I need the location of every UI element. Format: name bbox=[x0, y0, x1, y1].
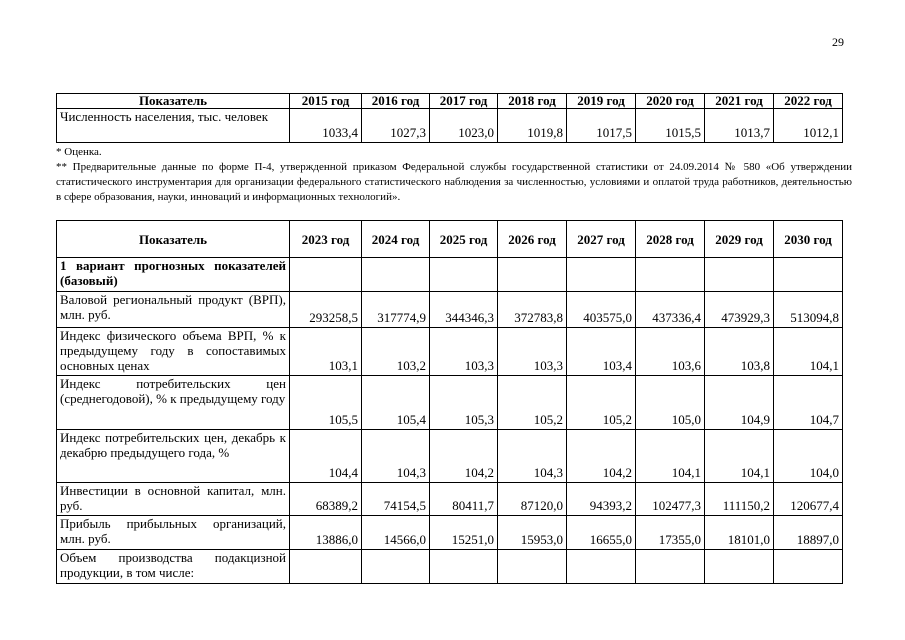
row-label: Численность населения, тыс. человек bbox=[57, 109, 290, 143]
header-cell: 2016 год bbox=[362, 94, 430, 109]
value-cell bbox=[705, 550, 774, 584]
value-cell bbox=[774, 258, 843, 292]
value-cell: 103,6 bbox=[636, 328, 705, 376]
value-cell: 513094,8 bbox=[774, 292, 843, 328]
value-cell: 105,2 bbox=[567, 376, 636, 430]
row-label: Валовой региональный продукт (ВРП), млн. руб. bbox=[57, 292, 290, 328]
header-cell: 2023 год bbox=[290, 221, 362, 258]
value-cell: 105,0 bbox=[636, 376, 705, 430]
value-cell: 105,4 bbox=[362, 376, 430, 430]
value-cell: 103,1 bbox=[290, 328, 362, 376]
table-row bbox=[57, 328, 843, 376]
value-cell: 104,1 bbox=[636, 430, 705, 483]
value-cell: 1023,0 bbox=[430, 109, 498, 143]
value-cell: 1033,4 bbox=[290, 109, 362, 143]
header-cell: 2024 год bbox=[362, 221, 430, 258]
header-cell: Показатель bbox=[57, 94, 290, 109]
header-cell: 2025 год bbox=[430, 221, 498, 258]
value-cell: 104,2 bbox=[430, 430, 498, 483]
value-cell: 103,3 bbox=[498, 328, 567, 376]
value-cell: 437336,4 bbox=[636, 292, 705, 328]
value-cell: 103,2 bbox=[362, 328, 430, 376]
value-cell bbox=[636, 258, 705, 292]
value-cell: 80411,7 bbox=[430, 483, 498, 516]
population-table bbox=[56, 93, 843, 143]
value-cell: 293258,5 bbox=[290, 292, 362, 328]
value-cell: 103,4 bbox=[567, 328, 636, 376]
table-header-row bbox=[57, 221, 843, 258]
value-cell bbox=[567, 258, 636, 292]
value-cell: 1019,8 bbox=[498, 109, 567, 143]
row-label: Прибыль прибыльных организаций, млн. руб. bbox=[57, 516, 290, 550]
header-cell: 2026 год bbox=[498, 221, 567, 258]
row-label: Индекс потребительских цен, декабрь к декабрю предыдущего года, % bbox=[57, 430, 290, 483]
value-cell: 1027,3 bbox=[362, 109, 430, 143]
header-cell: 2017 год bbox=[430, 94, 498, 109]
value-cell: 17355,0 bbox=[636, 516, 705, 550]
value-cell: 317774,9 bbox=[362, 292, 430, 328]
table-row bbox=[57, 483, 843, 516]
value-cell: 102477,3 bbox=[636, 483, 705, 516]
value-cell: 1013,7 bbox=[705, 109, 774, 143]
value-cell: 103,8 bbox=[705, 328, 774, 376]
value-cell: 403575,0 bbox=[567, 292, 636, 328]
value-cell: 105,2 bbox=[498, 376, 567, 430]
header-cell: 2015 год bbox=[290, 94, 362, 109]
footnote-estimate: * Оценка. bbox=[56, 146, 102, 158]
row-label: 1 вариант прогнозных показателей (базовый) bbox=[57, 258, 290, 292]
table-header-row bbox=[57, 94, 843, 109]
table-row bbox=[57, 292, 843, 328]
header-cell: 2021 год bbox=[705, 94, 774, 109]
value-cell bbox=[290, 258, 362, 292]
value-cell: 16655,0 bbox=[567, 516, 636, 550]
value-cell: 104,7 bbox=[774, 376, 843, 430]
value-cell: 111150,2 bbox=[705, 483, 774, 516]
value-cell: 1017,5 bbox=[567, 109, 636, 143]
value-cell: 473929,3 bbox=[705, 292, 774, 328]
value-cell bbox=[362, 258, 430, 292]
value-cell: 15251,0 bbox=[430, 516, 498, 550]
value-cell: 104,4 bbox=[290, 430, 362, 483]
value-cell bbox=[290, 550, 362, 584]
value-cell: 87120,0 bbox=[498, 483, 567, 516]
value-cell bbox=[705, 258, 774, 292]
header-cell: 2020 год bbox=[636, 94, 705, 109]
row-label: Инвестиции в основной капитал, млн. руб. bbox=[57, 483, 290, 516]
footnotes bbox=[56, 145, 852, 205]
table-row bbox=[57, 516, 843, 550]
page-number: 29 bbox=[832, 35, 844, 49]
value-cell bbox=[430, 258, 498, 292]
row-label: Объем производства подакцизной продукции, в том числе: bbox=[57, 550, 290, 584]
value-cell: 105,5 bbox=[290, 376, 362, 430]
header-cell: 2027 год bbox=[567, 221, 636, 258]
row-label: Индекс физического объема ВРП, % к предыдущему году в сопоставимых основных ценах bbox=[57, 328, 290, 376]
value-cell: 104,3 bbox=[362, 430, 430, 483]
value-cell: 372783,8 bbox=[498, 292, 567, 328]
table-row bbox=[57, 430, 843, 483]
header-cell: Показатель bbox=[57, 221, 290, 258]
value-cell bbox=[774, 550, 843, 584]
value-cell: 103,3 bbox=[430, 328, 498, 376]
value-cell: 15953,0 bbox=[498, 516, 567, 550]
header-cell: 2019 год bbox=[567, 94, 636, 109]
forecast-table bbox=[56, 220, 843, 584]
value-cell bbox=[636, 550, 705, 584]
value-cell: 74154,5 bbox=[362, 483, 430, 516]
value-cell: 104,1 bbox=[774, 328, 843, 376]
value-cell bbox=[430, 550, 498, 584]
value-cell: 68389,2 bbox=[290, 483, 362, 516]
value-cell: 1012,1 bbox=[774, 109, 843, 143]
value-cell bbox=[567, 550, 636, 584]
header-cell: 2029 год bbox=[705, 221, 774, 258]
value-cell: 104,9 bbox=[705, 376, 774, 430]
value-cell: 104,1 bbox=[705, 430, 774, 483]
value-cell bbox=[498, 550, 567, 584]
value-cell: 104,2 bbox=[567, 430, 636, 483]
table-row bbox=[57, 376, 843, 430]
header-cell: 2030 год bbox=[774, 221, 843, 258]
table-row bbox=[57, 550, 843, 584]
value-cell bbox=[362, 550, 430, 584]
value-cell: 104,3 bbox=[498, 430, 567, 483]
value-cell: 18101,0 bbox=[705, 516, 774, 550]
value-cell: 18897,0 bbox=[774, 516, 843, 550]
header-cell: 2022 год bbox=[774, 94, 843, 109]
value-cell: 1015,5 bbox=[636, 109, 705, 143]
value-cell: 344346,3 bbox=[430, 292, 498, 328]
value-cell: 104,0 bbox=[774, 430, 843, 483]
value-cell bbox=[498, 258, 567, 292]
header-cell: 2018 год bbox=[498, 94, 567, 109]
value-cell: 105,3 bbox=[430, 376, 498, 430]
header-cell: 2028 год bbox=[636, 221, 705, 258]
value-cell: 120677,4 bbox=[774, 483, 843, 516]
table-row bbox=[57, 258, 843, 292]
table-row bbox=[57, 109, 843, 143]
value-cell: 94393,2 bbox=[567, 483, 636, 516]
row-label: Индекс потребительских цен (среднегодовой), % к предыдущему году bbox=[57, 376, 290, 430]
value-cell: 14566,0 bbox=[362, 516, 430, 550]
value-cell: 13886,0 bbox=[290, 516, 362, 550]
footnote-source: ** Предварительные данные по форме П-4, утвержденной приказом Федеральной службы государственной статистики от 24.09.2014 № 580 «Об утверждении статистического инструментария для организации федерального статистического наблюдения за численностью, условиями и оплатой труда работников, деятельностью в сфере образования, науки, инноваций и информационных технологий». bbox=[56, 161, 852, 203]
